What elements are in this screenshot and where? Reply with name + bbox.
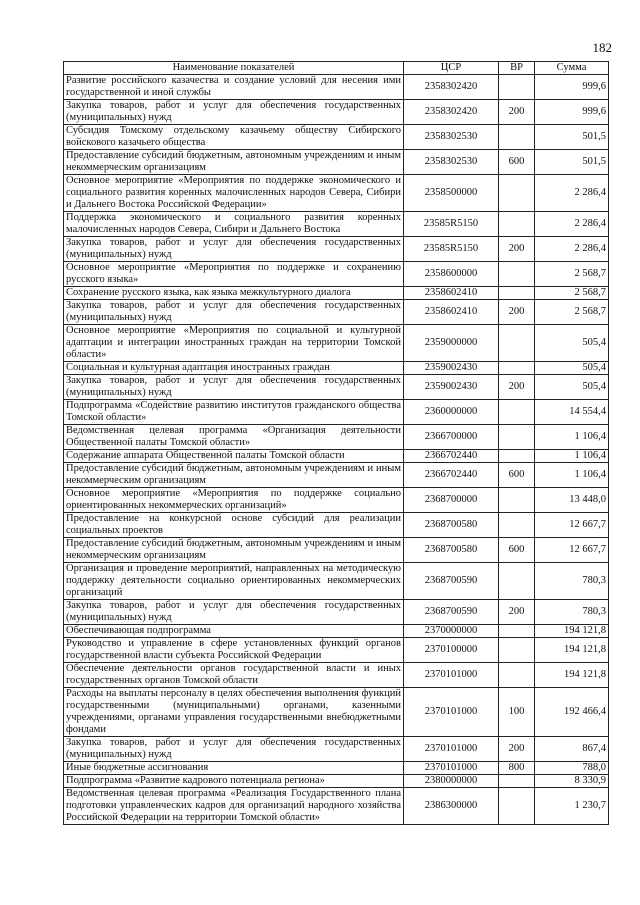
row-name-cell: Содержание аппарата Общественной палаты Томской области bbox=[64, 450, 404, 463]
row-vr-cell bbox=[499, 563, 535, 600]
row-name-cell: Закупка товаров, работ и услуг для обеспечения государственных (муниципальных) нужд bbox=[64, 737, 404, 762]
row-code-cell: 2370101000 bbox=[404, 688, 499, 737]
table-row bbox=[64, 150, 609, 175]
table-row bbox=[64, 262, 609, 287]
table-row bbox=[64, 625, 609, 638]
row-vr-cell bbox=[499, 175, 535, 212]
table-row bbox=[64, 563, 609, 600]
row-name-cell: Закупка товаров, работ и услуг для обеспечения государственных (муниципальных) нужд bbox=[64, 600, 404, 625]
row-vr-cell bbox=[499, 362, 535, 375]
row-code-cell: 2358302530 bbox=[404, 125, 499, 150]
table-row bbox=[64, 762, 609, 775]
row-code-cell: 2368700590 bbox=[404, 563, 499, 600]
row-code-cell: 2370101000 bbox=[404, 762, 499, 775]
row-vr-cell: 200 bbox=[499, 100, 535, 125]
row-vr-cell bbox=[499, 125, 535, 150]
row-amount-cell: 14 554,4 bbox=[535, 400, 609, 425]
row-vr-cell bbox=[499, 287, 535, 300]
table-row bbox=[64, 75, 609, 100]
row-amount-cell: 194 121,8 bbox=[535, 663, 609, 688]
row-code-cell: 2359002430 bbox=[404, 362, 499, 375]
row-name-cell: Подпрограмма «Развитие кадрового потенциала региона» bbox=[64, 775, 404, 788]
row-vr-cell: 600 bbox=[499, 463, 535, 488]
row-name-cell: Предоставление на конкурсной основе субсидий для реализации социальных проектов bbox=[64, 513, 404, 538]
row-vr-cell: 600 bbox=[499, 150, 535, 175]
row-name-cell: Социальная и культурная адаптация иностранных граждан bbox=[64, 362, 404, 375]
row-code-cell: 2370101000 bbox=[404, 663, 499, 688]
row-amount-cell: 505,4 bbox=[535, 362, 609, 375]
row-name-cell: Основное мероприятие «Мероприятия по поддержке социально ориентированных некоммерческих организаций» bbox=[64, 488, 404, 513]
row-name-cell: Закупка товаров, работ и услуг для обеспечения государственных (муниципальных) нужд bbox=[64, 375, 404, 400]
table-row bbox=[64, 638, 609, 663]
row-code-cell: 2360000000 bbox=[404, 400, 499, 425]
row-amount-cell: 194 121,8 bbox=[535, 638, 609, 663]
row-vr-cell bbox=[499, 400, 535, 425]
row-vr-cell bbox=[499, 75, 535, 100]
row-name-cell: Поддержка экономического и социального развития коренных малочисленных народов Севера, Сибири и Дальнего Востока bbox=[64, 212, 404, 237]
row-amount-cell: 2 568,7 bbox=[535, 262, 609, 287]
table-row bbox=[64, 488, 609, 513]
table-row bbox=[64, 362, 609, 375]
row-vr-cell: 200 bbox=[499, 600, 535, 625]
table-row bbox=[64, 287, 609, 300]
row-amount-cell: 1 230,7 bbox=[535, 788, 609, 825]
row-amount-cell: 12 667,7 bbox=[535, 538, 609, 563]
row-vr-cell bbox=[499, 513, 535, 538]
row-name-cell: Ведомственная целевая программа «Реализация Государственного плана подготовки управленческих кадров для организаций народного хозяйства Российской Федерации на территории Томской области» bbox=[64, 788, 404, 825]
table-row bbox=[64, 737, 609, 762]
table-row bbox=[64, 775, 609, 788]
row-vr-cell: 100 bbox=[499, 688, 535, 737]
row-vr-cell bbox=[499, 425, 535, 450]
row-name-cell: Предоставление субсидий бюджетным, автономным учреждениям и иным некоммерческим организациям bbox=[64, 538, 404, 563]
table-row bbox=[64, 688, 609, 737]
row-amount-cell: 13 448,0 bbox=[535, 488, 609, 513]
row-amount-cell: 192 466,4 bbox=[535, 688, 609, 737]
row-code-cell: 2358602410 bbox=[404, 300, 499, 325]
row-amount-cell: 2 286,4 bbox=[535, 212, 609, 237]
budget-table bbox=[63, 61, 609, 825]
row-amount-cell: 867,4 bbox=[535, 737, 609, 762]
table-row bbox=[64, 125, 609, 150]
row-amount-cell: 505,4 bbox=[535, 325, 609, 362]
row-name-cell: Предоставление субсидий бюджетным, автономным учреждениям и иным некоммерческим организациям bbox=[64, 463, 404, 488]
row-amount-cell: 1 106,4 bbox=[535, 463, 609, 488]
row-amount-cell: 12 667,7 bbox=[535, 513, 609, 538]
row-amount-cell: 194 121,8 bbox=[535, 625, 609, 638]
row-amount-cell: 8 330,9 bbox=[535, 775, 609, 788]
table-header-row bbox=[64, 62, 609, 75]
table-row bbox=[64, 175, 609, 212]
row-name-cell: Закупка товаров, работ и услуг для обеспечения государственных (муниципальных) нужд bbox=[64, 300, 404, 325]
table-row bbox=[64, 463, 609, 488]
row-vr-cell: 600 bbox=[499, 538, 535, 563]
row-name-cell: Основное мероприятие «Мероприятия по социальной и культурной адаптации и интеграции иностранных граждан на территории Томской области» bbox=[64, 325, 404, 362]
row-code-cell: 2368700590 bbox=[404, 600, 499, 625]
row-vr-cell bbox=[499, 775, 535, 788]
row-amount-cell: 2 286,4 bbox=[535, 237, 609, 262]
row-vr-cell bbox=[499, 212, 535, 237]
row-code-cell: 2370000000 bbox=[404, 625, 499, 638]
table-row bbox=[64, 237, 609, 262]
row-amount-cell: 1 106,4 bbox=[535, 450, 609, 463]
row-name-cell: Ведомственная целевая программа «Организация деятельности Общественной палаты Томской области» bbox=[64, 425, 404, 450]
row-code-cell: 23585R5150 bbox=[404, 237, 499, 262]
page-number: 182 bbox=[592, 40, 612, 55]
row-name-cell: Предоставление субсидий бюджетным, автономным учреждениям и иным некоммерческим организациям bbox=[64, 150, 404, 175]
row-vr-cell: 200 bbox=[499, 300, 535, 325]
header-name: Наименование показателей bbox=[64, 62, 404, 75]
table-row bbox=[64, 663, 609, 688]
table-row bbox=[64, 325, 609, 362]
table-row bbox=[64, 538, 609, 563]
row-code-cell: 2358602410 bbox=[404, 287, 499, 300]
row-name-cell: Сохранение русского языка, как языка межкультурного диалога bbox=[64, 287, 404, 300]
row-name-cell: Закупка товаров, работ и услуг для обеспечения государственных (муниципальных) нужд bbox=[64, 237, 404, 262]
row-vr-cell: 200 bbox=[499, 237, 535, 262]
row-amount-cell: 2 568,7 bbox=[535, 287, 609, 300]
row-amount-cell: 2 286,4 bbox=[535, 175, 609, 212]
row-amount-cell: 2 568,7 bbox=[535, 300, 609, 325]
row-code-cell: 2368700580 bbox=[404, 538, 499, 563]
table-row bbox=[64, 400, 609, 425]
table-row bbox=[64, 212, 609, 237]
row-name-cell: Обеспечивающая подпрограмма bbox=[64, 625, 404, 638]
row-name-cell: Развитие российского казачества и создание условий для несения ими государственной и иной службы bbox=[64, 75, 404, 100]
row-amount-cell: 999,6 bbox=[535, 75, 609, 100]
row-code-cell: 2370101000 bbox=[404, 737, 499, 762]
row-code-cell: 2366702440 bbox=[404, 463, 499, 488]
row-name-cell: Иные бюджетные ассигнования bbox=[64, 762, 404, 775]
row-name-cell: Расходы на выплаты персоналу в целях обеспечения выполнения функций государственными (муниципальными) органами, казенными учреждениями, органами управления государственными внебюджетными фондами bbox=[64, 688, 404, 737]
row-vr-cell bbox=[499, 450, 535, 463]
table-row bbox=[64, 600, 609, 625]
table-body bbox=[64, 75, 609, 825]
table-row bbox=[64, 375, 609, 400]
row-amount-cell: 780,3 bbox=[535, 600, 609, 625]
row-code-cell: 2358302420 bbox=[404, 75, 499, 100]
row-code-cell: 2358302530 bbox=[404, 150, 499, 175]
row-vr-cell bbox=[499, 325, 535, 362]
row-vr-cell bbox=[499, 262, 535, 287]
row-vr-cell: 200 bbox=[499, 375, 535, 400]
row-code-cell: 2359000000 bbox=[404, 325, 499, 362]
table-row bbox=[64, 425, 609, 450]
table-row bbox=[64, 450, 609, 463]
row-vr-cell bbox=[499, 788, 535, 825]
table-row bbox=[64, 100, 609, 125]
row-name-cell: Обеспечение деятельности органов государственной власти и иных государственных органов Томской области bbox=[64, 663, 404, 688]
row-code-cell: 2358600000 bbox=[404, 262, 499, 287]
row-amount-cell: 780,3 bbox=[535, 563, 609, 600]
row-vr-cell bbox=[499, 625, 535, 638]
row-name-cell: Руководство и управление в сфере установленных функций органов государственной власти субъекта Российской Федерации bbox=[64, 638, 404, 663]
row-code-cell: 2380000000 bbox=[404, 775, 499, 788]
row-name-cell: Основное мероприятие «Мероприятия по поддержке экономического и социального развития коренных малочисленных народов Севера, Сибири и Дальнего Востока Российской Федерации» bbox=[64, 175, 404, 212]
row-vr-cell: 200 bbox=[499, 737, 535, 762]
row-code-cell: 2358302420 bbox=[404, 100, 499, 125]
row-code-cell: 2368700000 bbox=[404, 488, 499, 513]
row-name-cell: Организация и проведение мероприятий, направленных на методическую поддержку деятельности социально ориентированных некоммерческих организаций bbox=[64, 563, 404, 600]
row-vr-cell bbox=[499, 638, 535, 663]
row-code-cell: 2370100000 bbox=[404, 638, 499, 663]
table-row bbox=[64, 513, 609, 538]
row-name-cell: Закупка товаров, работ и услуг для обеспечения государственных (муниципальных) нужд bbox=[64, 100, 404, 125]
row-name-cell: Подпрограмма «Содействие развитию институтов гражданского общества Томской области» bbox=[64, 400, 404, 425]
row-amount-cell: 501,5 bbox=[535, 150, 609, 175]
header-code: ЦСР bbox=[404, 62, 499, 75]
row-amount-cell: 788,0 bbox=[535, 762, 609, 775]
row-code-cell: 2359002430 bbox=[404, 375, 499, 400]
row-amount-cell: 1 106,4 bbox=[535, 425, 609, 450]
row-name-cell: Основное мероприятие «Мероприятия по поддержке и сохранению русского языка» bbox=[64, 262, 404, 287]
row-code-cell: 2358500000 bbox=[404, 175, 499, 212]
table-row bbox=[64, 788, 609, 825]
row-code-cell: 2386300000 bbox=[404, 788, 499, 825]
row-code-cell: 2366702440 bbox=[404, 450, 499, 463]
row-code-cell: 23585R5150 bbox=[404, 212, 499, 237]
table-row bbox=[64, 300, 609, 325]
row-amount-cell: 501,5 bbox=[535, 125, 609, 150]
row-vr-cell bbox=[499, 488, 535, 513]
header-amount: Сумма bbox=[535, 62, 609, 75]
row-code-cell: 2368700580 bbox=[404, 513, 499, 538]
row-name-cell: Субсидия Томскому отдельскому казачьему обществу Сибирского войскового казачьего общества bbox=[64, 125, 404, 150]
row-vr-cell bbox=[499, 663, 535, 688]
row-amount-cell: 505,4 bbox=[535, 375, 609, 400]
row-amount-cell: 999,6 bbox=[535, 100, 609, 125]
header-vr: ВР bbox=[499, 62, 535, 75]
row-code-cell: 2366700000 bbox=[404, 425, 499, 450]
row-vr-cell: 800 bbox=[499, 762, 535, 775]
